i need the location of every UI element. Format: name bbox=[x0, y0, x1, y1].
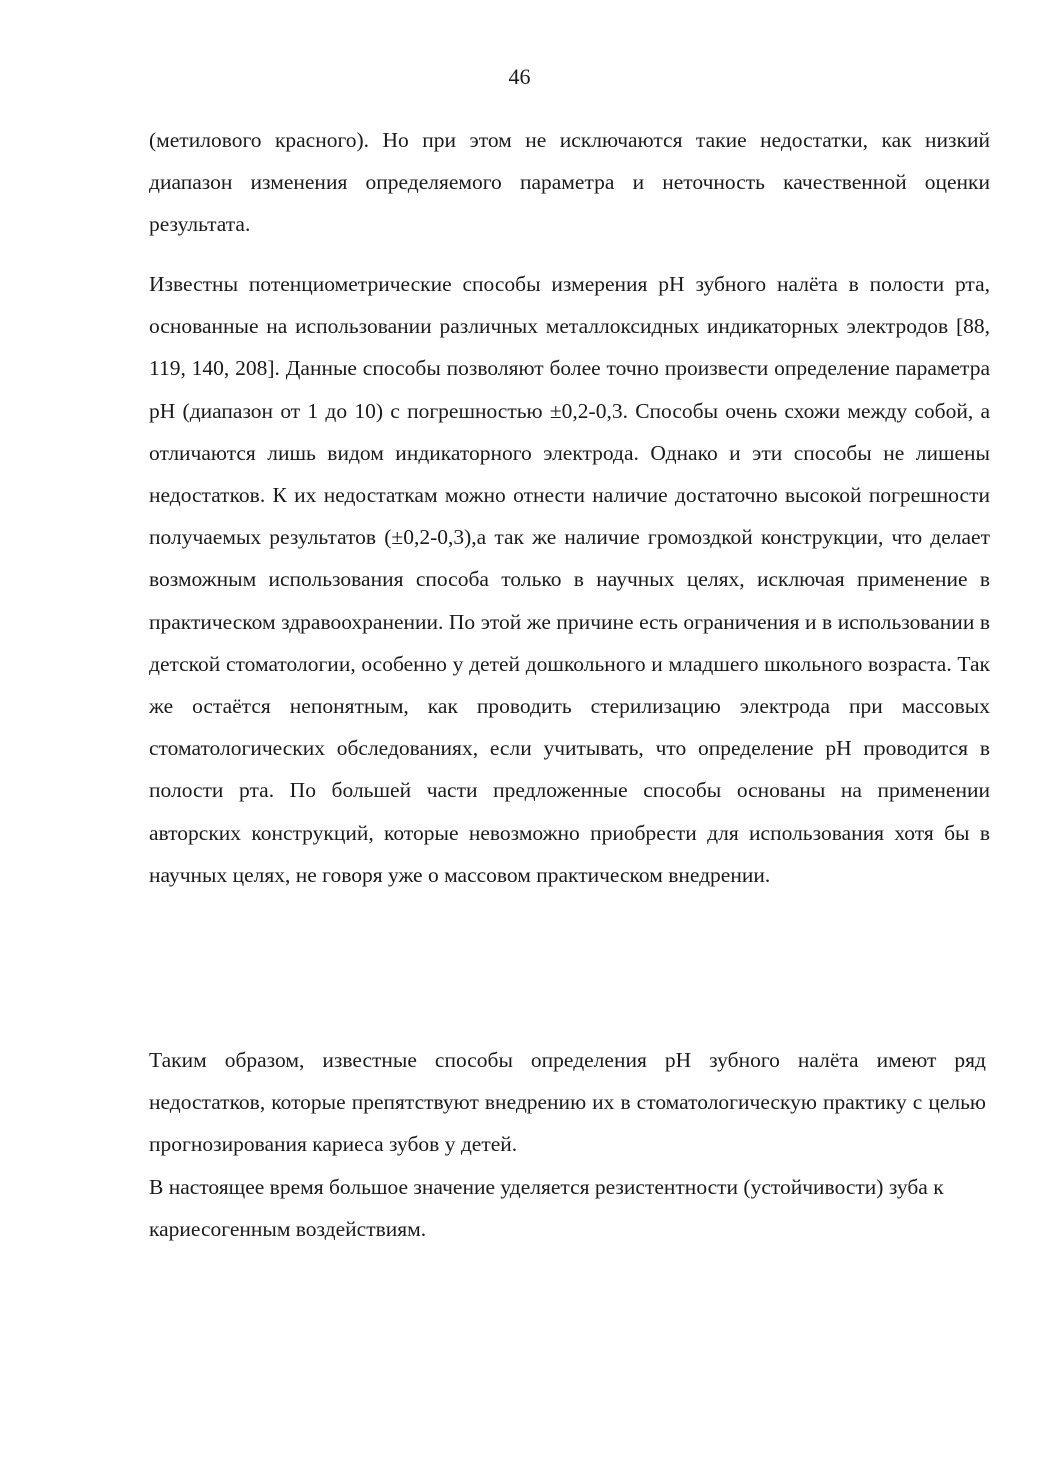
paragraph-1: (метилового красного). Но при этом не исключаются такие недостатки, как низкий диапазон изменения определяемого параметра и неточность качественной оценки результата. bbox=[149, 128, 990, 237]
page-number: 46 bbox=[508, 64, 531, 89]
paragraph-3: Таким образом, известные способы определения рН зубного налёта имеют ряд недостатков, которые препятствуют внедрению их в стоматологическую практику с целью прогнозирования кариеса зубов у детей. bbox=[149, 1048, 986, 1157]
paragraph-2: Известны потенциометрические способы измерения рН зубного налёта в полости рта, основанные на использовании различных металлоксидных индикаторных электродов [88, 119, 140, 208]. Данные способы позволяют более точно произвести определение параметра рН (диапазон от 1 до 10) с погрешностью ±0,2-0,3. Способы очень схожи между собой, а отличаются лишь видом индикаторного электрода. Однако и эти способы не лишены недостатков. К их недостаткам можно отнести наличие достаточно высокой погрешности получаемых результатов (±0,2-0,3),а так же наличие громоздкой конструкции, что делает возможным использования способа только в научных целях, исключая применение в практическом здравоохранении. По этой же причине есть ограничения и в использовании в детской стоматологии, особенно у детей дошкольного и младшего школьного возраста. Так же остаётся непонятным, как проводить стерилизацию электрода при массовых стоматологических обследованиях, если учитывать, что определение рН проводится в полости рта. По большей части предложенные способы основаны на применении авторских конструкций, которые невозможно приобрести для использования хотя бы в научных целях, не говоря уже о массовом практическом внедрении. bbox=[149, 272, 990, 887]
paragraph-4: В настоящее время большое значение уделяется резистентности (устойчивости) зуба к кариесогенным воздействиям. bbox=[149, 1175, 944, 1242]
